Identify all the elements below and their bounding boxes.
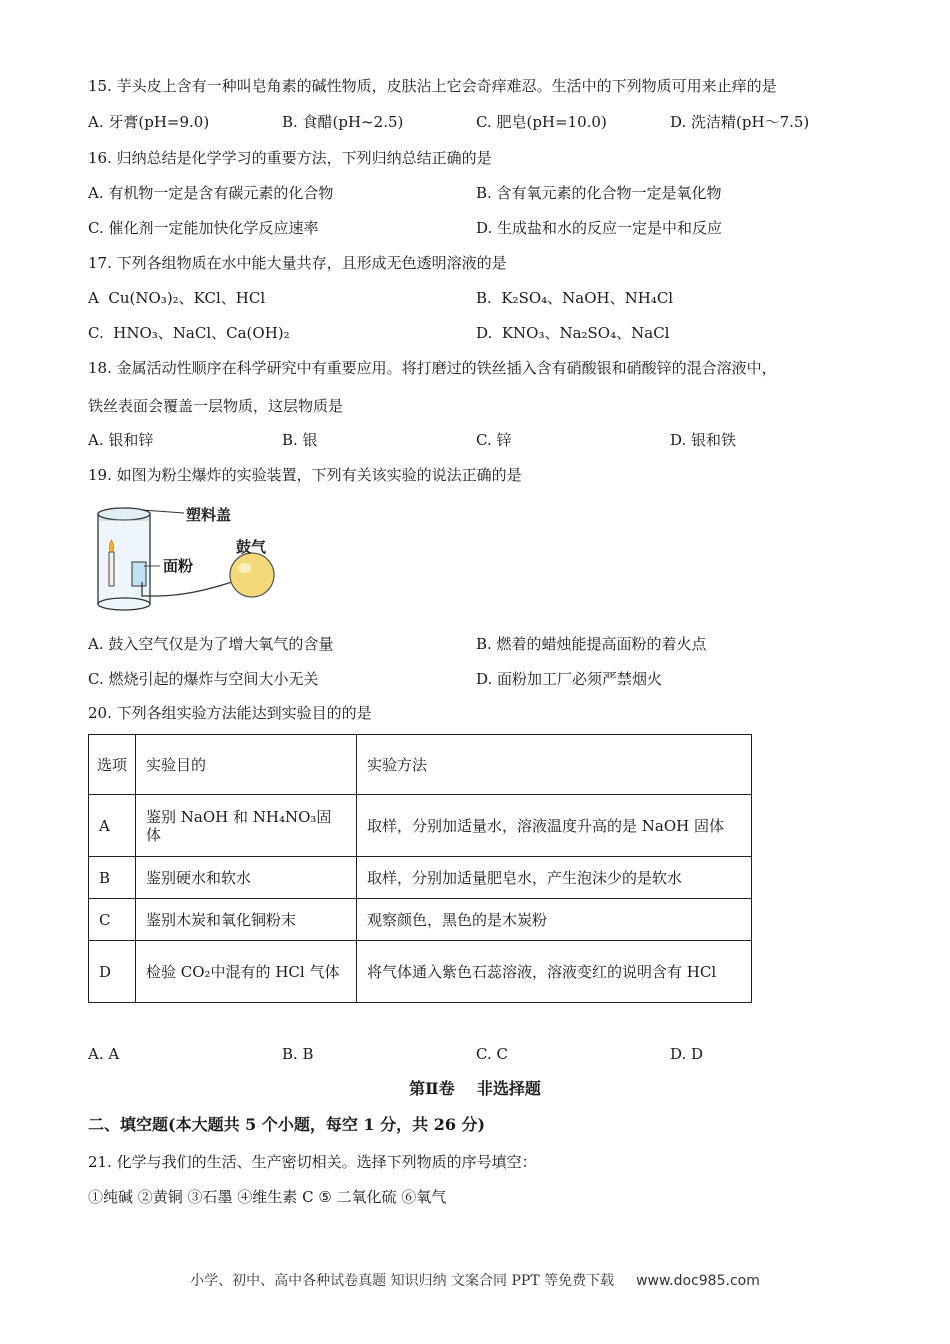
- q19-stem: 19. 如图为粉尘爆炸的实验装置，下列有关该实验的说法正确的是: [88, 466, 522, 484]
- q15-option-b: B. 食醋(pH~2.5): [282, 113, 404, 131]
- row-b-goal: 鉴别硬水和软水: [136, 857, 357, 899]
- q17-option-c-text: HNO₃、NaCl、Ca(OH)₂: [113, 324, 290, 342]
- q18-stem-line1: 18. 金属活动性顺序在科学研究中有重要应用。将打磨过的铁丝插入含有硝酸银和硝酸锌的混合溶液中，: [88, 359, 777, 377]
- q16-option-a: A. 有机物一定是含有碳元素的化合物: [88, 184, 334, 202]
- candle: [109, 540, 114, 586]
- q17-option-c: [88, 323, 290, 343]
- air-tube: [142, 582, 232, 596]
- footer-text: 小学、初中、高中各种试卷真题 知识归纳 文案合同 PPT 等免费下载: [190, 1273, 615, 1289]
- blower-bulb: [230, 553, 274, 597]
- q18-option-d: D. 银和铁: [670, 431, 737, 449]
- q15-option-c: C. 肥皂(pH=10.0): [476, 113, 607, 131]
- table-header-row: [89, 735, 752, 795]
- q16-option-c: C. 催化剂一定能加快化学反应速率: [88, 219, 319, 237]
- q17-option-a-text: Cu(NO₃)₂、KCl、HCl: [108, 289, 266, 307]
- q20-option-c: C. C: [476, 1045, 508, 1063]
- row-a-goal: 鉴别 NaOH 和 NH₄NO₃固体: [136, 795, 357, 857]
- q18-option-a: A. 银和锌: [88, 431, 154, 449]
- q21-items: ①纯碱 ②黄铜 ③石墨 ④维生素 C ⑤ 二氧化硫 ⑥氧气: [88, 1188, 447, 1206]
- figure-label-flour: 面粉: [163, 557, 194, 575]
- q19-option-d: D. 面粉加工厂必须严禁烟火: [476, 670, 663, 688]
- q18-option-c: C. 锌: [476, 431, 512, 449]
- row-c-method: 观察颜色，黑色的是木炭粉: [357, 899, 752, 941]
- q19-option-a: A. 鼓入空气仅是为了增大氧气的含量: [88, 635, 334, 653]
- row-c-option: C: [89, 899, 136, 941]
- header-method: 实验方法: [357, 735, 752, 795]
- q17-option-c-label: C.: [88, 324, 104, 342]
- row-b-option: B: [89, 857, 136, 899]
- q19-option-b: B. 燃着的蜡烛能提高面粉的着火点: [476, 635, 707, 653]
- q17-option-d: [476, 323, 669, 343]
- q15-option-a: A. 牙膏(pH=9.0): [88, 113, 210, 131]
- table-row: [89, 941, 752, 1003]
- row-d-goal: 检验 CO₂中混有的 HCl 气体: [136, 941, 357, 1003]
- table-row: [89, 899, 752, 941]
- q17-option-b-text: K₂SO₄、NaOH、NH₄Cl: [501, 289, 674, 307]
- q20-stem: 20. 下列各组实验方法能达到实验目的的是: [88, 704, 372, 722]
- section2-title: 二、填空题(本大题共 5 个小题，每空 1 分，共 26 分): [88, 1115, 486, 1134]
- q20-option-d: D. D: [670, 1045, 704, 1063]
- flour-cup: [132, 562, 146, 586]
- table-row: [89, 795, 752, 857]
- q16-stem: 16. 归纳总结是化学学习的重要方法，下列归纳总结正确的是: [88, 149, 492, 167]
- row-a-method: 取样，分别加适量水，溶液温度升高的是 NaOH 固体: [357, 795, 752, 857]
- q18-option-b: B. 银: [282, 431, 318, 449]
- q17-option-b: [476, 288, 673, 308]
- q17-option-b-label: B.: [476, 289, 492, 307]
- q21-stem: 21. 化学与我们的生活、生产密切相关。选择下列物质的序号填空：: [88, 1153, 537, 1171]
- footer-url[interactable]: www.doc985.com: [636, 1273, 760, 1289]
- row-c-goal: 鉴别木炭和氧化铜粉末: [136, 899, 357, 941]
- q17-option-a-label: A: [88, 289, 99, 307]
- q17-option-d-label: D.: [476, 324, 493, 342]
- q20-option-b: B. B: [282, 1045, 314, 1063]
- row-d-method: 将气体通入紫色石蕊溶液，溶液变红的说明含有 HCl: [357, 941, 752, 1003]
- header-option: 选项: [89, 735, 136, 795]
- figure-label-blow: 鼓气: [236, 538, 267, 556]
- header-goal: 实验目的: [136, 735, 357, 795]
- experiment-table: [88, 734, 752, 1003]
- q19-option-c: C. 燃烧引起的爆炸与空间大小无关: [88, 670, 319, 688]
- row-d-option: D: [89, 941, 136, 1003]
- footer: [0, 1270, 950, 1290]
- figure-label-lid: 塑料盖: [186, 506, 232, 524]
- q15-stem: 15. 芋头皮上含有一种叫皂角素的碱性物质，皮肤沾上它会奇痒难忍。生活中的下列物质可用来止痒的是: [88, 77, 777, 95]
- q15-option-d: D. 洗洁精(pH～7.5): [670, 113, 810, 131]
- row-b-method: 取样，分别加适量肥皂水，产生泡沫少的是软水: [357, 857, 752, 899]
- q17-option-a: [88, 288, 265, 308]
- q16-option-d: D. 生成盐和水的反应一定是中和反应: [476, 219, 723, 237]
- q20-option-a: A. A: [88, 1045, 120, 1063]
- q18-stem-line2: 铁丝表面会覆盖一层物质，这层物质是: [88, 397, 344, 415]
- q17-option-d-text: KNO₃、Na₂SO₄、NaCl: [501, 324, 670, 342]
- q16-option-b: B. 含有氧元素的化合物一定是氧化物: [476, 184, 722, 202]
- row-a-option: A: [89, 795, 136, 857]
- table-row: [89, 857, 752, 899]
- part2-title: 第Ⅱ卷 非选择题: [409, 1079, 541, 1098]
- q17-stem: 17. 下列各组物质在水中能大量共存，且形成无色透明溶液的是: [88, 254, 507, 272]
